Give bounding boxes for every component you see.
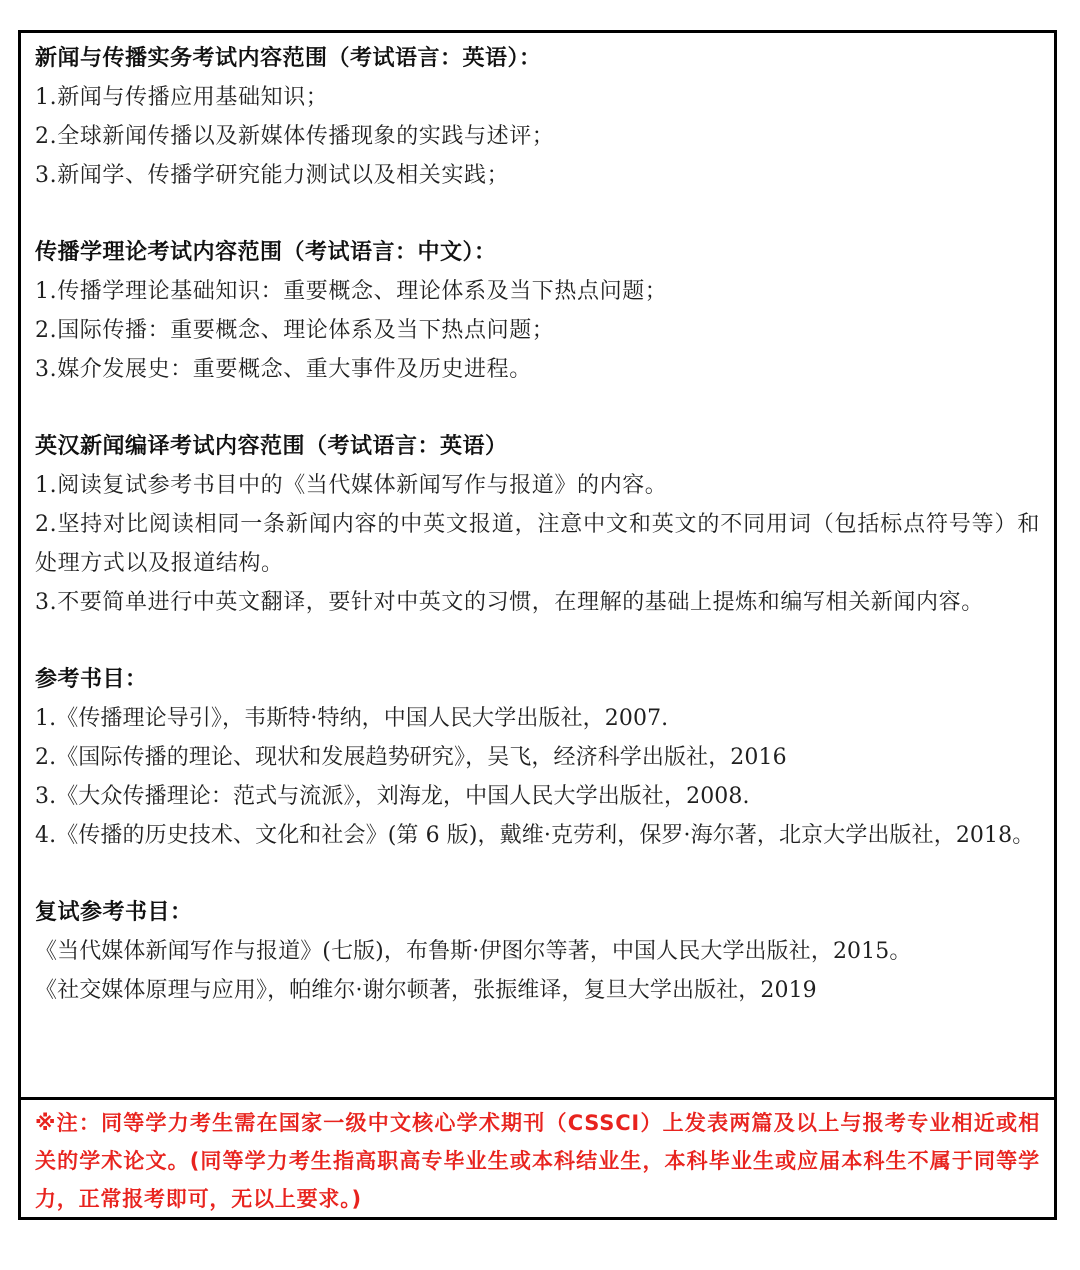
list-item: 《当代媒体新闻写作与报道》(七版)，布鲁斯·伊图尔等著，中国人民大学出版社，2015。 [35, 939, 912, 964]
list-item: 1.传播学理论基础知识：重要概念、理论体系及当下热点问题； [35, 279, 668, 304]
section-heading: 参考书目： [35, 667, 148, 692]
list-item: 4.《传播的历史技术、文化和社会》(第 6 版)，戴维·克劳利，保罗·海尔著，北京大学出版社，2018。 [35, 823, 1035, 848]
section-retest-reference-books [35, 893, 1040, 1010]
list-item: 1.阅读复试参考书目中的《当代媒体新闻写作与报道》的内容。 [35, 473, 668, 498]
section-heading: 传播学理论考试内容范围（考试语言：中文）： [35, 240, 497, 265]
equivalent-education-note: ※注：同等学力考生需在国家一级中文核心学术期刊（CSSCI）上发表两篇及以上与报考专业相近或相关的学术论文。(同等学力考生指高职高专毕业生或本科结业生，本科毕业生或应届本科生不属于同等学力，正常报考即可，无以上要求。) [21, 1097, 1054, 1217]
list-item: 3.新闻学、传播学研究能力测试以及相关实践； [35, 163, 510, 188]
list-item: 3.不要简单进行中英文翻译，要针对中英文的习惯，在理解的基础上提炼和编写相关新闻内容。 [35, 590, 984, 615]
section-reference-books [35, 660, 1040, 855]
list-item: 1.新闻与传播应用基础知识； [35, 85, 329, 110]
section-journalism-practice [35, 39, 1040, 195]
section-heading: 英汉新闻编译考试内容范围（考试语言：英语） [35, 434, 508, 459]
list-item: 2.《国际传播的理论、现状和发展趋势研究》，吴飞，经济科学出版社，2016 [35, 745, 787, 770]
document-box [18, 30, 1057, 1220]
section-communication-theory [35, 233, 1040, 389]
list-item: 2.全球新闻传播以及新媒体传播现象的实践与述评； [35, 124, 555, 149]
section-heading: 复试参考书目： [35, 900, 193, 925]
document-content [21, 33, 1054, 1097]
list-item: 1.《传播理论导引》，韦斯特·特纳，中国人民大学出版社，2007. [35, 706, 669, 731]
section-news-translation [35, 427, 1040, 622]
list-item: 3.媒介发展史：重要概念、重大事件及历史进程。 [35, 357, 532, 382]
section-heading: 新闻与传播实务考试内容范围（考试语言：英语）： [35, 46, 542, 71]
list-item: 2.国际传播：重要概念、理论体系及当下热点问题； [35, 318, 555, 343]
list-item: 3.《大众传播理论：范式与流派》，刘海龙，中国人民大学出版社，2008. [35, 784, 750, 809]
list-item: 2.坚持对比阅读相同一条新闻内容的中英文报道，注意中文和英文的不同用词（包括标点符号等）和处理方式以及报道结构。 [35, 512, 1040, 576]
list-item: 《社交媒体原理与应用》，帕维尔·谢尔顿著，张振维译，复旦大学出版社，2019 [35, 978, 817, 1003]
